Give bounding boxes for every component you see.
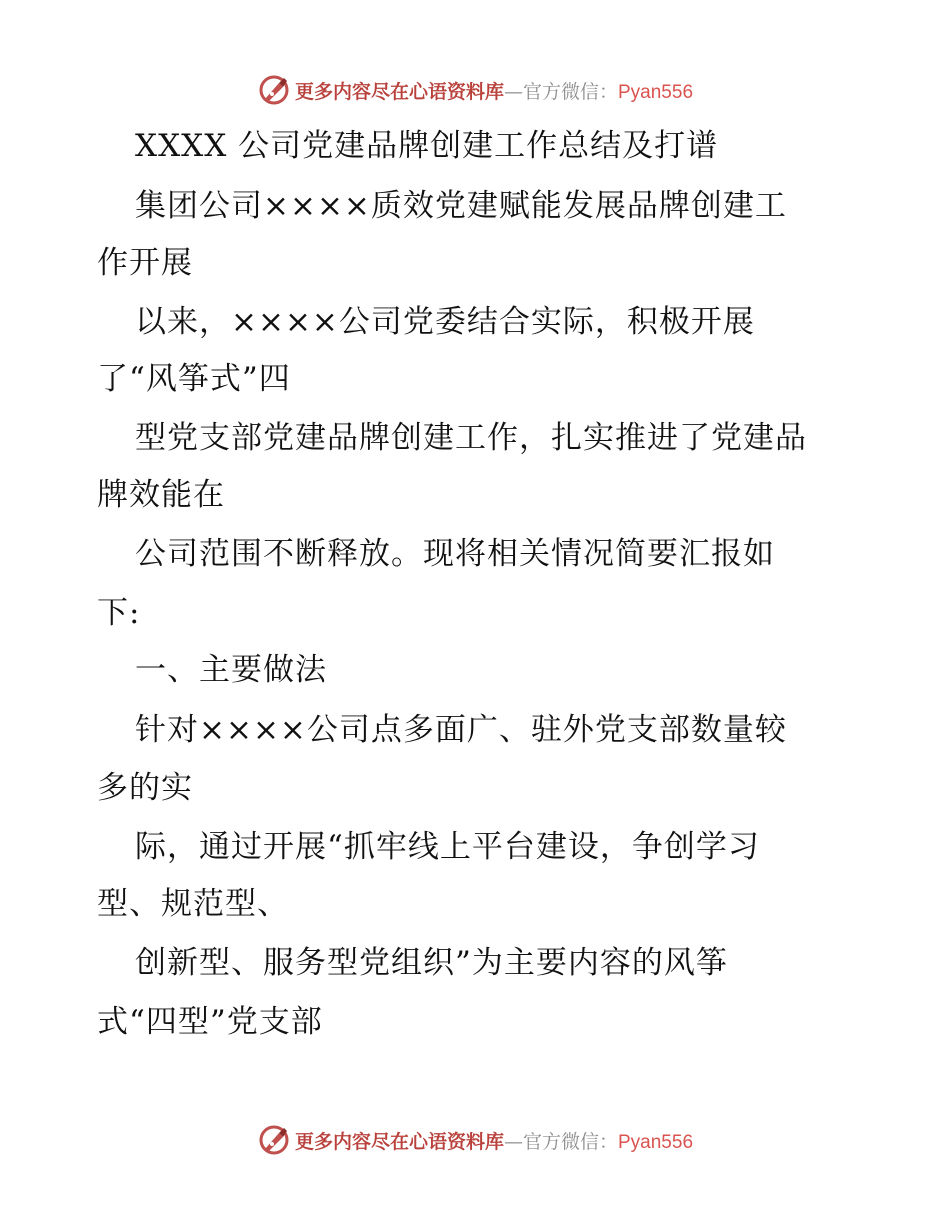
watermark-id: Pyan556 [618,1131,694,1153]
paragraph-line: 式“四型”党支部 [97,1004,323,1040]
paragraph-line: 牌效能在 [97,477,225,513]
watermark-main: 更多内容尽在心语资料库 [294,1130,504,1153]
paragraph-line: 下: [97,595,141,631]
paragraph-line: 了“风筝式”四 [97,361,291,397]
watermark-id: Pyan556 [618,81,694,103]
section-heading: 一、主要做法 [135,652,327,688]
paragraph-line: 多的实 [97,770,193,806]
watermark-text [295,1127,693,1154]
header-watermark [0,72,950,108]
watermark-dash: — [503,1130,523,1153]
watermark-dash: — [503,80,523,103]
paragraph-line: 针对××××公司点多面广、驻外党支部数量较 [135,712,787,748]
paragraph-line: 公司范围不断释放。现将相关情况简要汇报如 [135,536,775,572]
watermark-main: 更多内容尽在心语资料库 [294,80,504,103]
footer-watermark [0,1122,950,1158]
pen-nib-circle-icon [257,73,291,107]
paragraph-line: 创新型、服务型党组织”为主要内容的风筝 [135,945,728,981]
watermark-side: 官方微信： [522,80,618,103]
paragraph-line: 以来，××××公司党委结合实际，积极开展 [135,304,755,340]
paragraph-line: 作开展 [97,245,193,281]
watermark-side: 官方微信： [522,1130,618,1153]
document-title: XXXX 公司党建品牌创建工作总结及打谱 [135,128,719,164]
paragraph-line: 集团公司××××质效党建赋能发展品牌创建工 [135,188,787,224]
watermark-text [295,77,693,104]
paragraph-line: 际，通过开展“抓牢线上平台建设，争创学习 [135,829,760,865]
paragraph-line: 型、规范型、 [97,886,289,922]
paragraph-line: 型党支部党建品牌创建工作，扎实推进了党建品 [135,420,807,456]
pen-nib-circle-icon [257,1123,291,1157]
